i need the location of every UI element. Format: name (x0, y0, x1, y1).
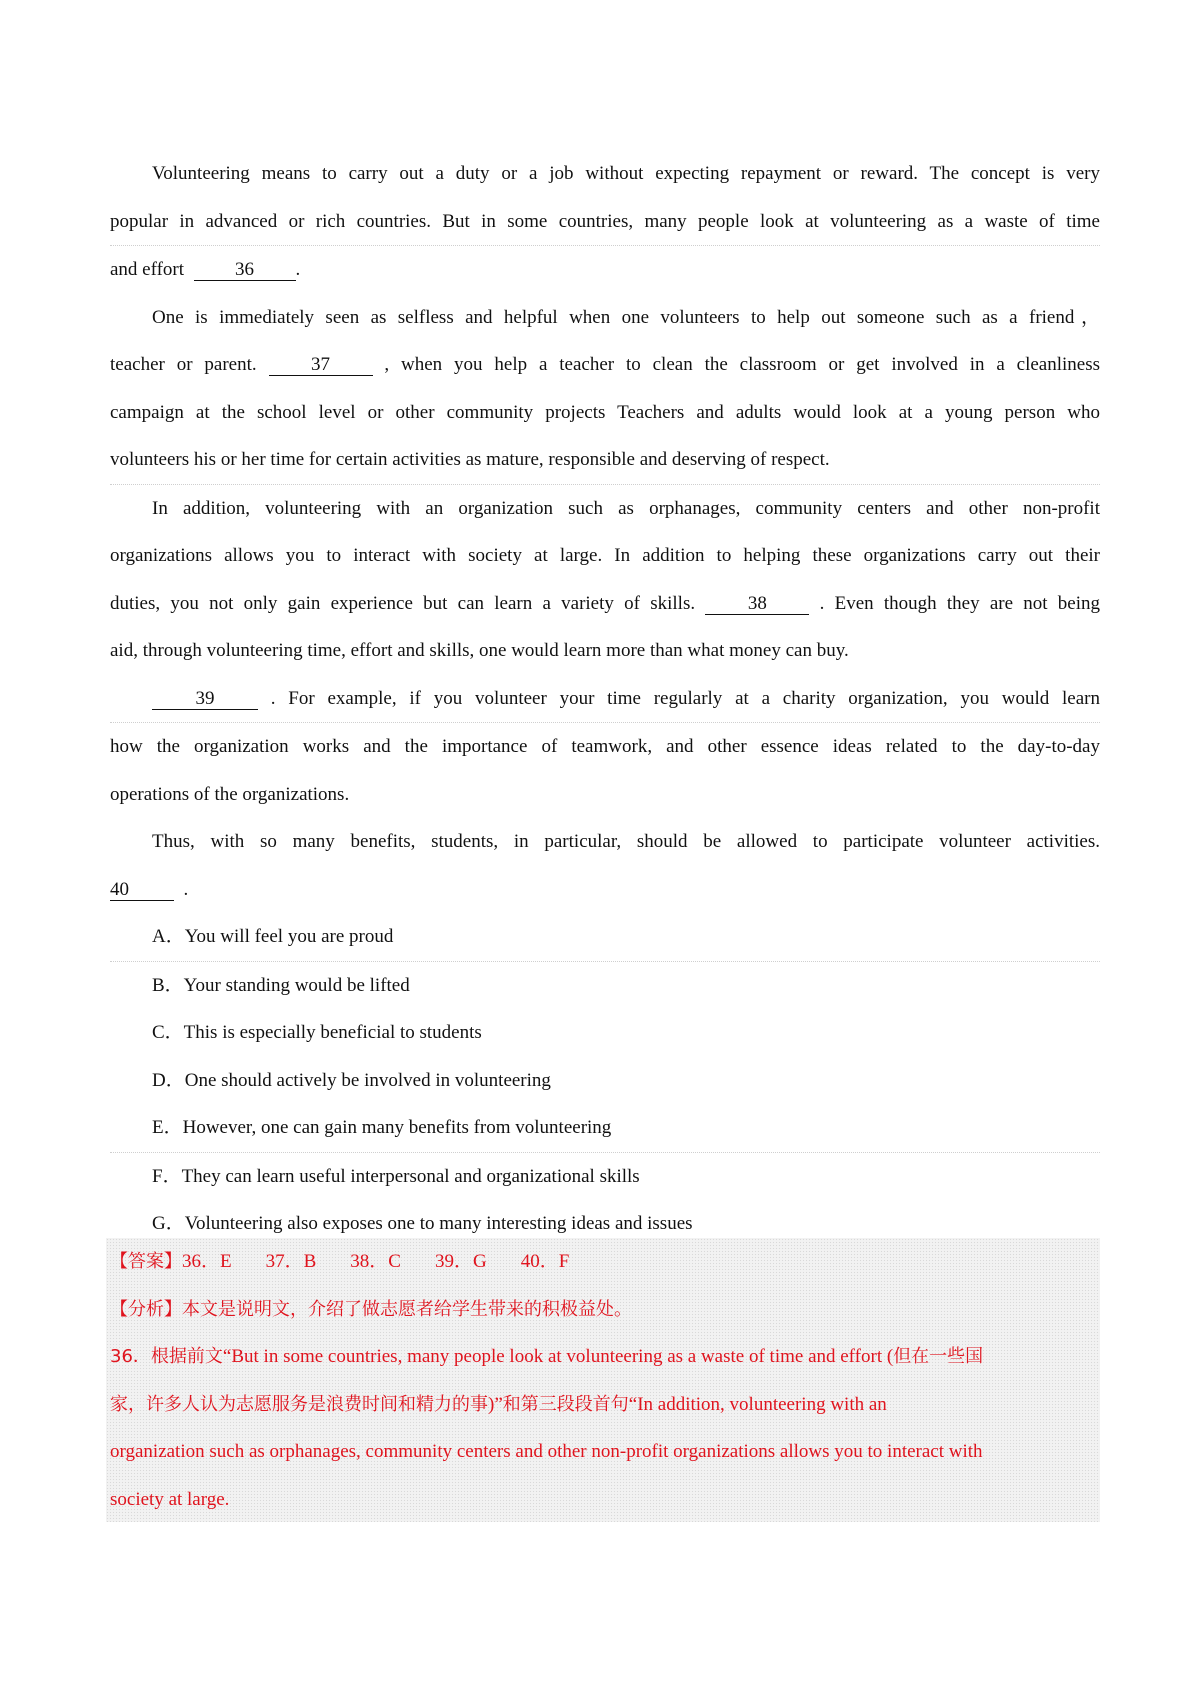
option-c: C．This is especially beneficial to students (152, 1022, 482, 1043)
blank-39[interactable]: 39 (152, 689, 258, 710)
analysis-label: 【分析】 (110, 1298, 182, 1320)
p3-line-4: aid, through volunteering time, effort and skills, one would learn more than what money can buy. (110, 640, 849, 661)
analysis-36-line-1 (110, 1333, 1100, 1381)
analysis-36-line-4: society at large. (110, 1488, 230, 1510)
analysis-36-close: )” (488, 1393, 503, 1415)
blank-37[interactable]: 37 (269, 355, 373, 376)
analysis-36-cn-2: 家，许多人认为志愿服务是浪费时间和精力的事 (110, 1393, 488, 1415)
p3-line-3 (110, 580, 1100, 628)
p5-line-2 (110, 866, 1100, 914)
p5-line-1: Thus, with so many benefits, students, in particular, should be allowed to participate volunteer activities. (152, 831, 1100, 852)
p2-line-2 (110, 341, 1100, 389)
analysis-36-quote-2: “In addition, volunteering with an (628, 1393, 887, 1415)
option-b: B．Your standing would be lifted (152, 974, 410, 996)
p4-line-2: how the organization works and the importance of teamwork, and other essence ideas related to the day-to-day (110, 736, 1100, 757)
blank-36[interactable]: 36 (194, 260, 296, 281)
p3-line-1: In addition, volunteering with an organization such as orphanages, community centers and other non-profit (152, 497, 1100, 519)
p2-text: teacher or parent. (110, 354, 257, 375)
p4-line-1 (110, 675, 1100, 724)
option-d: D．One should actively be involved in volunteering (152, 1069, 551, 1091)
p3-line-2: organizations allows you to interact with society at large. In addition to helping these organizations carry out their (110, 545, 1100, 566)
option-f: F．They can learn useful interpersonal and organizational skills (152, 1165, 640, 1187)
answer-label: 【答案】 (110, 1251, 182, 1272)
blank-38[interactable]: 38 (705, 594, 809, 615)
analysis-summary: 本文是说明文，介绍了做志愿者给学生带来的积极益处。 (182, 1298, 632, 1320)
option-g: G．Volunteering also exposes one to many interesting ideas and issues (152, 1213, 693, 1234)
answer-38: 38．C (350, 1251, 401, 1272)
p4-line-3: operations of the organizations. (110, 783, 350, 805)
p3-text-after: . Even though they are not being (819, 592, 1101, 614)
p1-line-2: popular in advanced or rich countries. But in some countries, many people look at volunteering as a waste of time (110, 198, 1100, 247)
p2-text-after: , when you help a teacher to clean the classroom or get involved in a cleanliness (384, 354, 1100, 375)
analysis-36-cn-3: 和第三段段首句 (502, 1393, 629, 1415)
answer-content (110, 1238, 1100, 1523)
p1-text: and effort (110, 259, 185, 280)
answer-40: 40．F (520, 1251, 570, 1272)
analysis-36-intro: 36．根据前文 (110, 1346, 223, 1367)
passage (110, 150, 1100, 1248)
p1-line-3 (110, 246, 1100, 294)
answer-39: 39．G (434, 1251, 487, 1272)
p5-end: . (183, 878, 189, 900)
p3-text: duties, you not only gain experience but can learn a variety of skills. (110, 592, 696, 614)
analysis-line (110, 1286, 1100, 1334)
analysis-36-cn: 但在一些国 (893, 1346, 984, 1367)
p2-line-3: campaign at the school level or other community projects Teachers and adults would look at a young person who (110, 401, 1100, 423)
p2-line-4: volunteers his or her time for certain activities as mature, responsible and deserving of respect. (110, 436, 1100, 485)
p4-text-after: . For example, if you volunteer your time regularly at a charity organization, you would learn (270, 687, 1100, 709)
answer-line (110, 1238, 1100, 1286)
answer-analysis-box (106, 1238, 1100, 1522)
answer-37: 37．B (265, 1251, 317, 1272)
option-e: E．However, one can gain many benefits from volunteering (110, 1104, 1100, 1153)
blank-40[interactable]: 40 (110, 880, 174, 901)
answer-36: 36．E (182, 1251, 232, 1272)
p1-end: . (295, 259, 301, 280)
p1-line-1: Volunteering means to carry out a duty or a job without expecting repayment or reward. The concept is very (152, 163, 1100, 184)
option-a: A．You will feel you are proud (110, 913, 1100, 962)
analysis-36-quote: “But in some countries, many people look at volunteering as a waste of time and effort ( (222, 1346, 894, 1367)
analysis-36-line-3: organization such as orphanages, community centers and other non-profit organizations allows you to interact with (110, 1441, 983, 1462)
p2-line-1: One is immediately seen as selfless and helpful when one volunteers to help out someone such as a friend， (152, 306, 1100, 328)
analysis-36-line-2 (110, 1381, 1100, 1429)
